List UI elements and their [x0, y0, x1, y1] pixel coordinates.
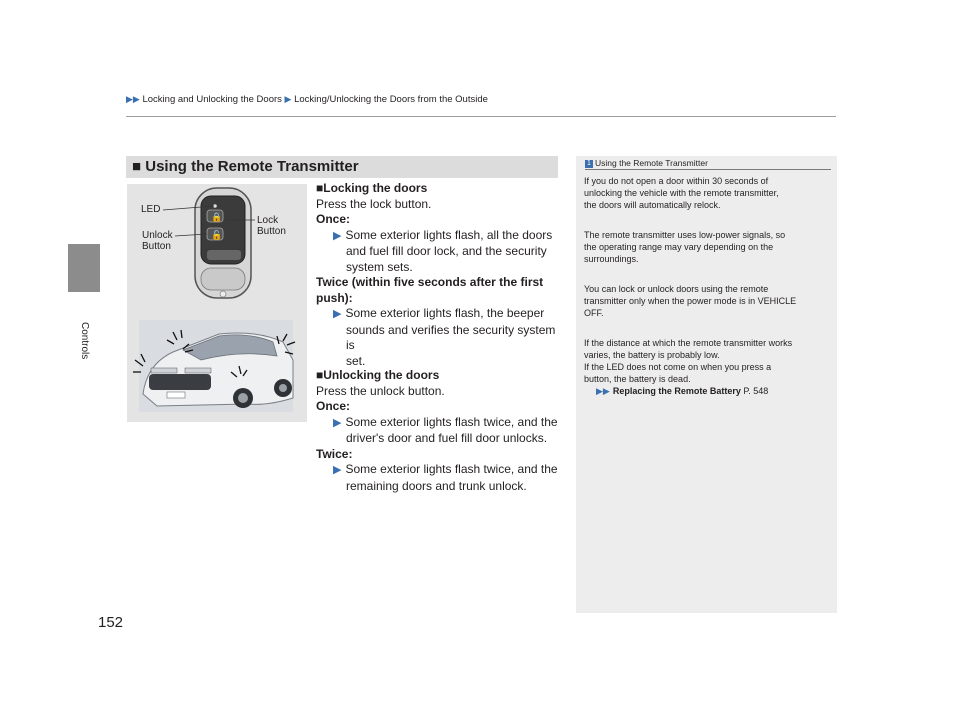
- locking-section: [316, 181, 566, 369]
- chapter-label: Controls: [79, 322, 90, 360]
- note-line: varies, the battery is probably low.: [584, 350, 720, 360]
- square-bullet-icon: ■: [316, 368, 324, 382]
- note-line: The remote transmitter uses low-power signals, so: [584, 230, 786, 240]
- unlocking-intro: Press the unlock button.: [316, 383, 445, 398]
- result-arrow-icon: ▶: [333, 229, 342, 242]
- unlocking-heading-text: Unlocking the doors: [323, 368, 440, 382]
- note-line: If the LED does not come on when you press a: [584, 362, 772, 372]
- locking-once-line: Some exterior lights flash, all the doors: [345, 227, 553, 242]
- section-title-text: Using the Remote Transmitter: [145, 158, 359, 175]
- lock-button-callout-line: Lock: [257, 215, 279, 226]
- square-bullet-icon: ■: [316, 181, 324, 195]
- note-line: You can lock or unlock doors using the remote: [584, 284, 769, 294]
- unlocking-twice-line: remaining doors and trunk unlock.: [346, 478, 527, 493]
- breadcrumb-part-2[interactable]: Locking/Unlocking the Doors from the Outside: [294, 94, 488, 105]
- note-paragraph: [584, 337, 832, 397]
- square-bullet-icon: ■: [132, 158, 142, 175]
- note-icon: 1: [585, 160, 593, 168]
- header-rule: [126, 116, 836, 117]
- chapter-tab: [68, 244, 100, 292]
- svg-text:🔒: 🔒: [211, 213, 223, 223]
- svg-text:🔓: 🔓: [211, 231, 223, 241]
- unlocking-twice-label: Twice:: [316, 446, 353, 461]
- locking-twice-line: set.: [346, 353, 366, 368]
- breadcrumb-arrow-icon: ▶▶: [126, 94, 140, 104]
- note-line: If the distance at which the remote transmitter works: [584, 338, 793, 348]
- note-paragraph: [584, 229, 832, 265]
- breadcrumb-part-1[interactable]: Locking and Unlocking the Doors: [142, 94, 282, 105]
- note-paragraph: [584, 283, 832, 319]
- notes-rule: [585, 169, 831, 170]
- cross-reference-page[interactable]: P. 548: [743, 386, 769, 396]
- lock-button-callout-line: Button: [257, 226, 286, 237]
- unlocking-heading: [316, 368, 566, 384]
- locking-once-line: and fuel fill door lock, and the security: [346, 244, 547, 258]
- note-line: unlocking the vehicle with the remote transmitter,: [584, 188, 779, 198]
- locking-twice-label: push):: [316, 290, 353, 305]
- note-line: the operating range may vary depending on the: [584, 242, 774, 252]
- result-arrow-icon: ▶: [333, 308, 342, 320]
- notes-title: [585, 158, 708, 168]
- breadcrumb: [126, 94, 488, 105]
- locking-once-result: [316, 228, 566, 276]
- locking-intro: Press the lock button.: [316, 196, 432, 211]
- note-line: If you do not open a door within 30 seconds of: [584, 176, 769, 186]
- cross-reference-icon: ▶▶: [596, 386, 610, 396]
- unlocking-once-line: Some exterior lights flash twice, and the: [345, 414, 558, 429]
- locking-heading-text: Locking the doors: [323, 181, 428, 195]
- result-arrow-icon: ▶: [333, 416, 342, 429]
- note-line: surroundings.: [584, 254, 639, 264]
- unlock-button-callout-line: Button: [142, 241, 171, 252]
- note-paragraph: [584, 175, 832, 211]
- locking-twice-line: sounds and verifies the security system is: [346, 322, 556, 352]
- unlocking-once-line: driver's door and fuel fill door unlocks.: [346, 431, 548, 445]
- unlocking-once-label: Once:: [316, 399, 351, 413]
- led-callout: LED: [141, 204, 161, 215]
- unlock-button-callout-line: Unlock: [142, 230, 173, 241]
- note-line: transmitter only when the power mode is in VEHICLE: [584, 296, 797, 306]
- unlock-button-callout: [142, 230, 173, 252]
- page-number: 152: [98, 614, 124, 631]
- locking-heading: [316, 181, 566, 197]
- result-arrow-icon: ▶: [333, 464, 342, 476]
- notes-title-text: Using the Remote Transmitter: [595, 158, 708, 168]
- unlocking-twice-result: [316, 462, 566, 494]
- locking-twice-result: [316, 306, 566, 369]
- note-line: button, the battery is dead.: [584, 374, 691, 384]
- locking-once-label: Once:: [316, 212, 351, 226]
- unlocking-once-result: [316, 415, 566, 447]
- note-line: OFF.: [584, 308, 604, 318]
- unlocking-twice-line: Some exterior lights flash twice, and the: [345, 462, 558, 476]
- locking-once-line: system sets.: [346, 259, 413, 274]
- cross-reference-link[interactable]: [584, 385, 832, 397]
- locking-twice-label: Twice (within five seconds after the first: [316, 275, 544, 289]
- breadcrumb-arrow-icon: ▶: [284, 94, 292, 104]
- note-line: the doors will automatically relock.: [584, 200, 721, 210]
- unlocking-section: [316, 368, 566, 494]
- section-title: [132, 158, 359, 175]
- locking-twice-line: Some exterior lights flash, the beeper: [345, 306, 545, 320]
- cross-reference-title[interactable]: Replacing the Remote Battery: [612, 386, 741, 396]
- lock-button-callout: [257, 215, 286, 237]
- car-icon: [139, 320, 293, 412]
